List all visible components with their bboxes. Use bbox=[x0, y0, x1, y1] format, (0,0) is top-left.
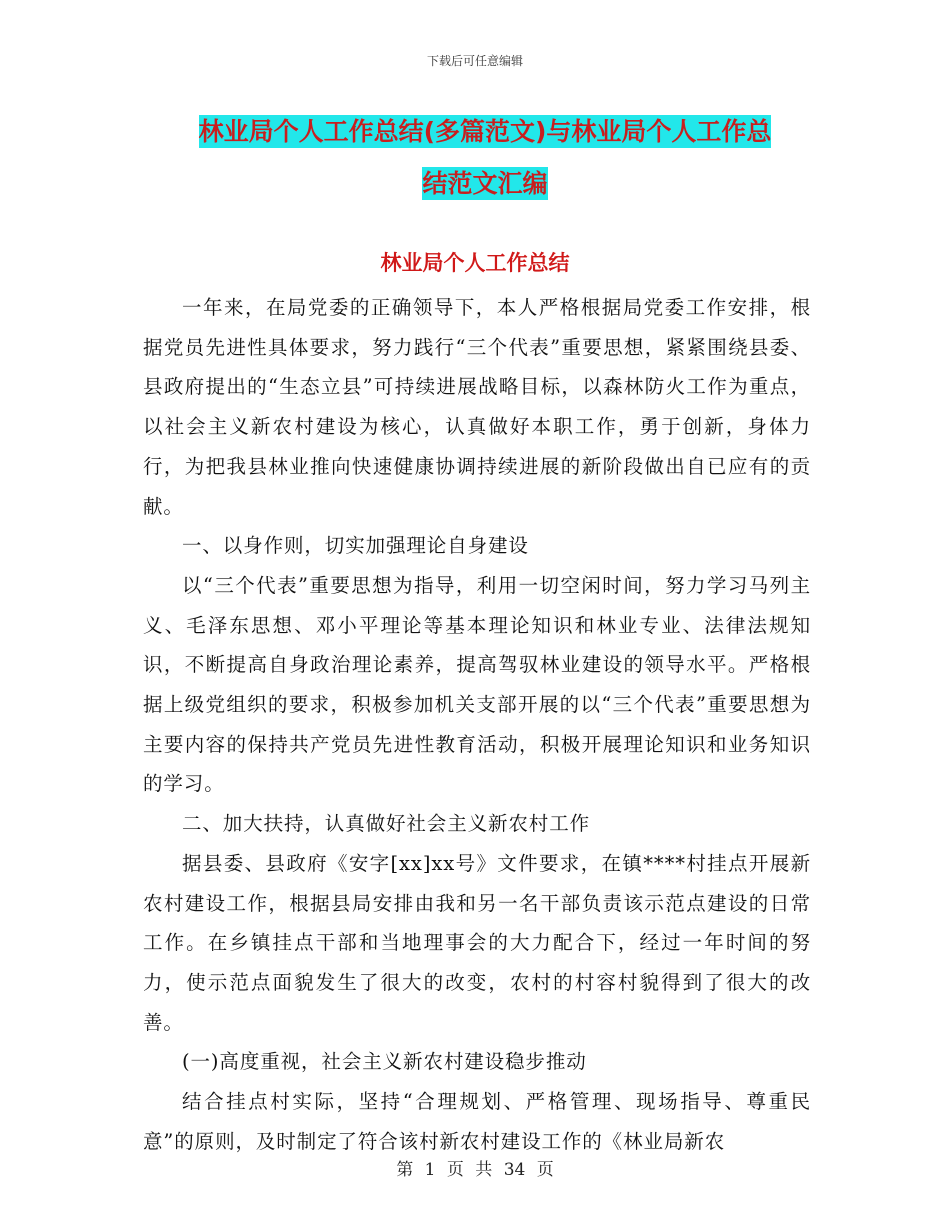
document-title-line-2: 结范文汇编 bbox=[422, 169, 548, 198]
paragraph-intro: 一年来，在局党委的正确领导下，本人严格根据局党委工作安排，根据党员先进性具体要求，努力践行“三个代表”重要思想，紧紧围绕县委、县政府提出的“生态立县”可持续进展战略目标，以森林防火工作为重点，以社会主义新农村建设为核心，认真做好本职工作，勇于创新，身体力行，为把我县林业推向快速健康协调持续进展的新阶段做出自已应有的贡献。 bbox=[143, 296, 811, 518]
subheading-part-two-one: (一)高度重视，社会主义新农村建设稳步推动 bbox=[182, 1050, 587, 1074]
header-note: 下载后可任意编辑 bbox=[426, 54, 523, 68]
section-title: 林业局个人工作总结 bbox=[380, 251, 570, 275]
paragraph-part-two: 据县委、县政府《安字[xx]xx号》文件要求，在镇****村挂点开展新农村建设工作，根据县局安排由我和另一名干部负责该示范点建设的日常工作。在乡镇挂点干部和当地理事会的大力配合下，经过一年时间的努力，使示范点面貌发生了很大的改变，农村的村容村貌得到了很大的改善。 bbox=[143, 851, 811, 1034]
paragraph-part-one: 以“三个代表”重要思想为指导，利用一切空闲时间，努力学习马列主义、毛泽东思想、邓小平理论等基本理论知识和林业专业、法律法规知识，不断提高自身政治理论素养，提高驾驭林业建设的领导水平。严格根据上级党组织的要求，积极参加机关支部开展的以“三个代表”重要思想为主要内容的保持共产党员先进性教育活动，积极开展理论知识和业务知识的学习。 bbox=[143, 573, 811, 796]
page-footer: 第 1 页 共 34 页 bbox=[396, 1160, 554, 1180]
paragraph-part-two-one: 结合挂点村实际，坚持“合理规划、严格管理、现场指导、尊重民意”的原则，及时制定了符合该村新农村建设工作的《林业局新农 bbox=[143, 1090, 811, 1153]
document-title-line-1: 林业局个人工作总结(多篇范文)与林业局个人工作总 bbox=[198, 117, 772, 146]
body-text bbox=[143, 288, 811, 1161]
heading-part-two: 二、加大扶持，认真做好社会主义新农村工作 bbox=[182, 812, 591, 836]
document-title bbox=[140, 106, 830, 210]
heading-part-one: 一、以身作则，切实加强理论自身建设 bbox=[182, 534, 529, 558]
